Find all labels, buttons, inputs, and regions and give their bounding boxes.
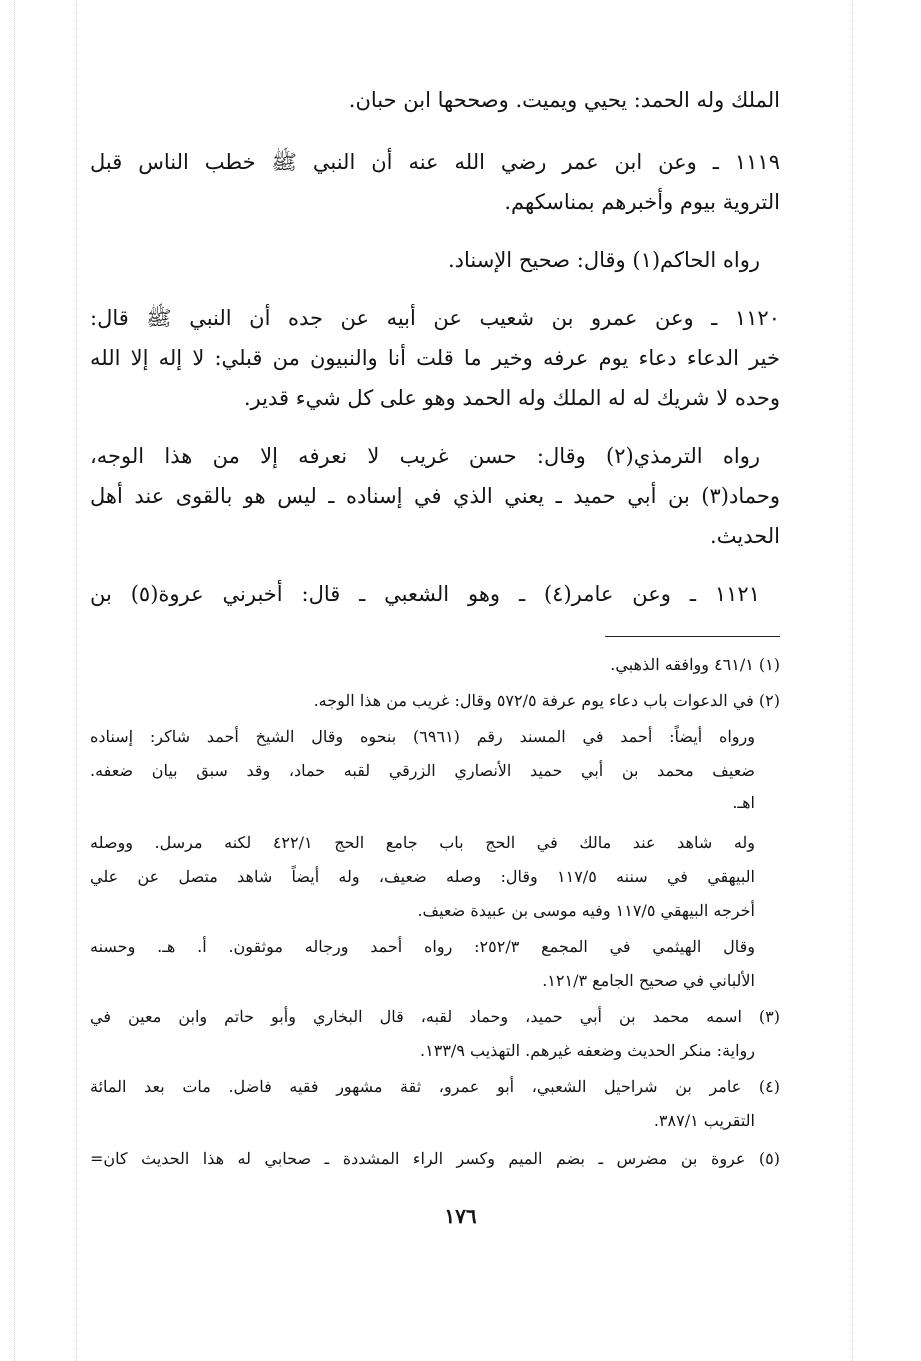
footnote-line: أخرجه البيهقي ١١٧/٥ وفيه موسى بن عبيدة ضعيف.	[417, 901, 755, 920]
text-line: الحديث.	[710, 524, 780, 548]
scan-dotted-line-right	[852, 0, 853, 1361]
text-line: وحده لا شريك له له الملك وله الحمد وهو على كل شيء قدير.	[243, 386, 780, 410]
footnote-line: اهـ.	[732, 793, 755, 812]
footnote-line: الألباني في صحيح الجامع ١٢١/٣.	[542, 971, 755, 990]
scan-dotted-line-left	[14, 0, 15, 1361]
footnote-line: وقال الهيثمي في المجمع ٢٥٢/٣: رواه أحمد ورجاله موثقون. أ. هـ. وحسنه	[90, 937, 755, 956]
text-line: التروية بيوم وأخبرهم بمناسكهم.	[504, 190, 780, 214]
text-line: رواه الحاكم(١) وقال: صحيح الإسناد.	[447, 248, 760, 272]
page-number: ١٧٦	[444, 1204, 477, 1228]
footnote-line: البيهقي في سننه ١١٧/٥ وقال: وصله ضعيف، وله أيضاً شاهد متصل عن علي	[90, 867, 756, 886]
footnote-line: ضعيف محمد بن أبي حميد الأنصاري الزرقي لقبه حماد، وقد سبق بيان ضعفه.	[90, 761, 755, 780]
footnote-line: (١) ٤٦١/١ ووافقه الذهبي.	[610, 655, 780, 674]
footnote-line: وله شاهد عند مالك في الحج باب جامع الحج ٤٢٢/١ لكنه مرسل. ووصله	[90, 833, 756, 852]
text-line: خير الدعاء دعاء يوم عرفه وخير ما قلت أنا والنبيون من قبلي: لا إله إلا الله	[90, 346, 780, 370]
text-line: وحماد(٣) بن أبي حميد ـ يعني الذي في إسناده ـ ليس هو بالقوى عند أهل	[90, 484, 780, 508]
hadith-1119-line: ١١١٩ ـ وعن ابن عمر رضي الله عنه أن النبي ﷺ خطب الناس قبل	[90, 150, 780, 174]
footnote-line: التقريب ٣٨٧/١.	[653, 1111, 755, 1130]
footnote-line: (٣) اسمه محمد بن أبي حميد، وحماد لقبه، قال البخاري وأبو حاتم وابن معين في	[90, 1007, 780, 1026]
footnote-separator	[605, 636, 780, 637]
footnote-line: (٥) عروة بن مضرس ـ بضم الميم وكسر الراء المشددة ـ صحابي له هذا الحديث كان=	[90, 1149, 780, 1168]
scan-dotted-line-left-inner	[76, 0, 77, 1361]
footnote-line: رواية: منكر الحديث وضعفه غيرهم. التهذيب ١٣٣/٩.	[420, 1041, 755, 1060]
footnote-line: ورواه أيضاً: أحمد في المسند رقم (٦٩٦١) بنحوه وقال الشيخ أحمد شاكر: إسناده	[90, 727, 755, 746]
text-line: الملك وله الحمد: يحيي ويميت. وصححها ابن حبان.	[348, 88, 780, 112]
text-line: رواه الترمذي(٢) وقال: حسن غريب لا نعرفه إلا من هذا الوجه،	[90, 444, 760, 468]
footnote-line: (٤) عامر بن شراحيل الشعبي، أبو عمرو، ثقة مشهور فقيه فاضل. مات بعد المائة	[90, 1077, 780, 1096]
hadith-1120-line: ١١٢٠ ـ وعن عمرو بن شعيب عن أبيه عن جده أن النبي ﷺ قال:	[90, 306, 780, 330]
hadith-1121-line: ١١٢١ ـ وعن عامر(٤) ـ وهو الشعبي ـ قال: أخبرني عروة(٥) بن	[90, 582, 760, 606]
footnote-line: (٢) في الدعوات باب دعاء يوم عرفة ٥٧٢/٥ وقال: غريب من هذا الوجه.	[313, 691, 780, 710]
